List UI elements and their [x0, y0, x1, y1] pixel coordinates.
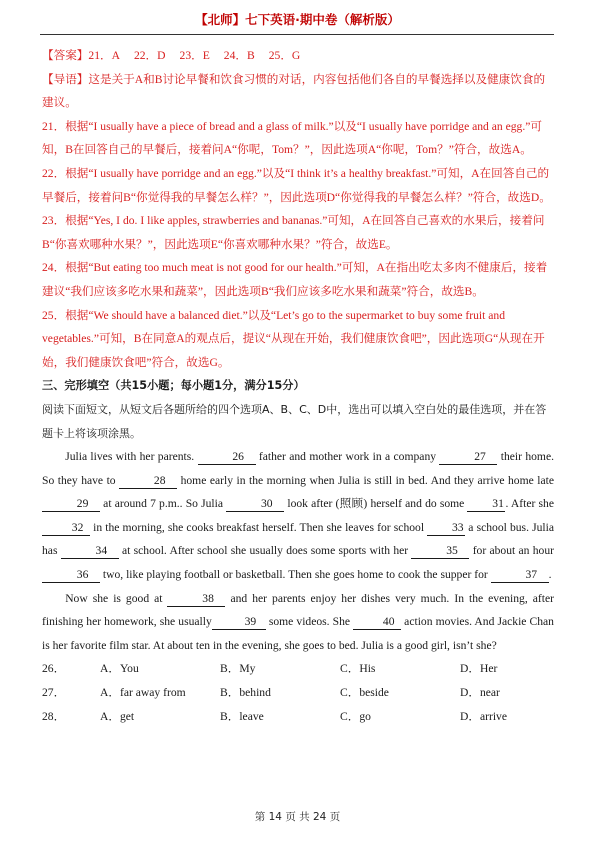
answer-label: 【答案】: [42, 49, 89, 62]
page-footer: 第 14 页 共 24 页: [254, 811, 341, 823]
blank-29: 29: [42, 497, 100, 512]
section-title: 三、完形填空（共15小题；每小题1分，满分15分）: [42, 379, 305, 393]
option-a: A．far away from: [100, 686, 186, 700]
passage-text: at school. After school she usually does some sports with her: [118, 544, 412, 558]
option-c: C．go: [340, 709, 371, 723]
passage-paragraph-2: [42, 587, 554, 658]
answer-item: 25．G: [268, 49, 301, 62]
blank-27: 27: [439, 450, 497, 465]
blank-31: 31: [467, 497, 505, 512]
explanation-21: 21．根据“I usually have a piece of bread and a glass of milk.”以及“I usually have porridge and an egg.”可知，B在回答自己的早餐后，接着问A“你呢，Tom？”，因此选项A“你呢，Tom？”符合，故选A。: [42, 119, 542, 157]
passage-text: a school bus. Julia has: [42, 520, 554, 558]
passage-text: father and mother work in a company: [255, 450, 440, 464]
option-a: A．You: [100, 662, 139, 676]
option-row-28: [42, 705, 554, 729]
explanation-25: 25．根据“We should have a balanced diet.”以及“Let’s go to the supermarket to buy some fruit and vegetables.”可知，B在同意A的观点后，提议“从现在开始，我们健康饮食吧”，因此选项G“从现在开始，我们健康饮食吧”符合，故选G。: [42, 308, 545, 369]
passage-text: for about an hour: [469, 544, 554, 558]
blank-28: 28: [119, 474, 177, 489]
explanation-23: 23．根据“Yes, I do. I like apples, strawberries and bananas.”可知，A在回答自己喜欢的水果后，接着问B“你喜欢哪种水果？”，因此选项E“你喜欢哪种水果？”符合，故选E。: [42, 214, 545, 251]
explanation-22: 22．根据“I usually have porridge and an egg.”以及“I think it’s a healthy breakfast.”可知，A在回答自己的早餐后，接着问B“你觉得我的早餐怎么样？”，因此选项D“你觉得我的早餐怎么样？”符合，故选D。: [42, 166, 551, 204]
option-row-27: [42, 681, 554, 705]
option-b: B．leave: [220, 709, 264, 723]
guide-text: 【导语】这是关于A和B讨论早餐和饮食习惯的对话，内容包括他们各自的早餐选择以及健康饮食的建议。: [42, 72, 546, 110]
blank-34: 34: [61, 544, 119, 559]
passage-text: .: [548, 568, 552, 582]
option-d: D．Her: [460, 662, 498, 676]
option-number: 28．: [42, 709, 66, 723]
explanation-24: 24．根据“But eating too much meat is not good for our health.”可知，A在指出吃太多肉不健康后，接着建议“我们应该多吃水果和蔬菜”，因此选项B“我们应该多吃水果和蔬菜”符合，故选B。: [42, 261, 548, 298]
passage-text: Julia lives with her parents.: [65, 450, 198, 464]
section-instruction: 阅读下面短文，从短文后各题所给的四个选项A、B、C、D中，选出可以填入空白处的最佳选项，并在答题卡上将该项涂黑。: [42, 402, 547, 440]
option-row-26: [42, 657, 554, 681]
option-c: C．beside: [340, 686, 389, 700]
option-d: D．near: [460, 686, 500, 700]
passage-text: action movies. And Jackie Chan is her favorite film star. At about ten in the evening, she goes to bed. Julia is a good girl, isn’t she?: [42, 615, 554, 652]
passage-text: their home. So they have to: [42, 450, 554, 487]
passage-text: look after (照顾) herself and do some: [284, 497, 468, 511]
blank-33: 33: [427, 521, 465, 536]
blank-35: 35: [411, 544, 469, 559]
answer-item: 21．A: [88, 49, 120, 62]
option-d: D．arrive: [460, 709, 507, 723]
blank-26: 26: [198, 450, 256, 465]
blank-40: 40: [353, 615, 401, 630]
passage-text: some videos. She: [265, 615, 354, 629]
blank-37: 37: [491, 568, 549, 583]
passage-text: in the morning, she cooks breakfast herself. Then she leaves for school: [90, 520, 428, 534]
option-number: 26．: [42, 662, 66, 676]
page-content: [42, 44, 554, 728]
option-b: B．behind: [220, 686, 271, 700]
blank-32: 32: [42, 521, 90, 536]
blank-36: 36: [42, 568, 100, 583]
option-b: B．My: [220, 662, 256, 676]
passage-text: and her parents enjoy her dishes very much. In the evening, after finishing her homework, she usually: [42, 591, 554, 629]
answer-line: [42, 44, 554, 68]
page-header: 【北师】七下英语·期中卷（解析版）: [195, 12, 400, 27]
blank-38: 38: [167, 592, 225, 607]
answer-item: 22．D: [133, 49, 166, 62]
options-list: [42, 657, 554, 728]
passage-text: Now she is good at: [65, 591, 168, 605]
option-number: 27．: [42, 686, 66, 700]
answer-item: 24．B: [223, 49, 255, 62]
option-c: C．His: [340, 662, 376, 676]
header-divider: [40, 34, 554, 35]
passage-text: at around 7 p.m.. So Julia: [100, 497, 227, 511]
passage-text: two, like playing football or basketball. Then she goes home to cook the supper for: [100, 568, 491, 582]
passage-text: . After she: [505, 497, 554, 511]
answer-item: 23．E: [179, 49, 210, 62]
blank-39: 39: [212, 615, 266, 630]
passage-text: home early in the morning when Julia is still in bed. And they arrive home late: [177, 473, 554, 487]
option-a: A．get: [100, 709, 135, 723]
passage-paragraph-1: [42, 445, 554, 587]
blank-30: 30: [226, 497, 284, 512]
